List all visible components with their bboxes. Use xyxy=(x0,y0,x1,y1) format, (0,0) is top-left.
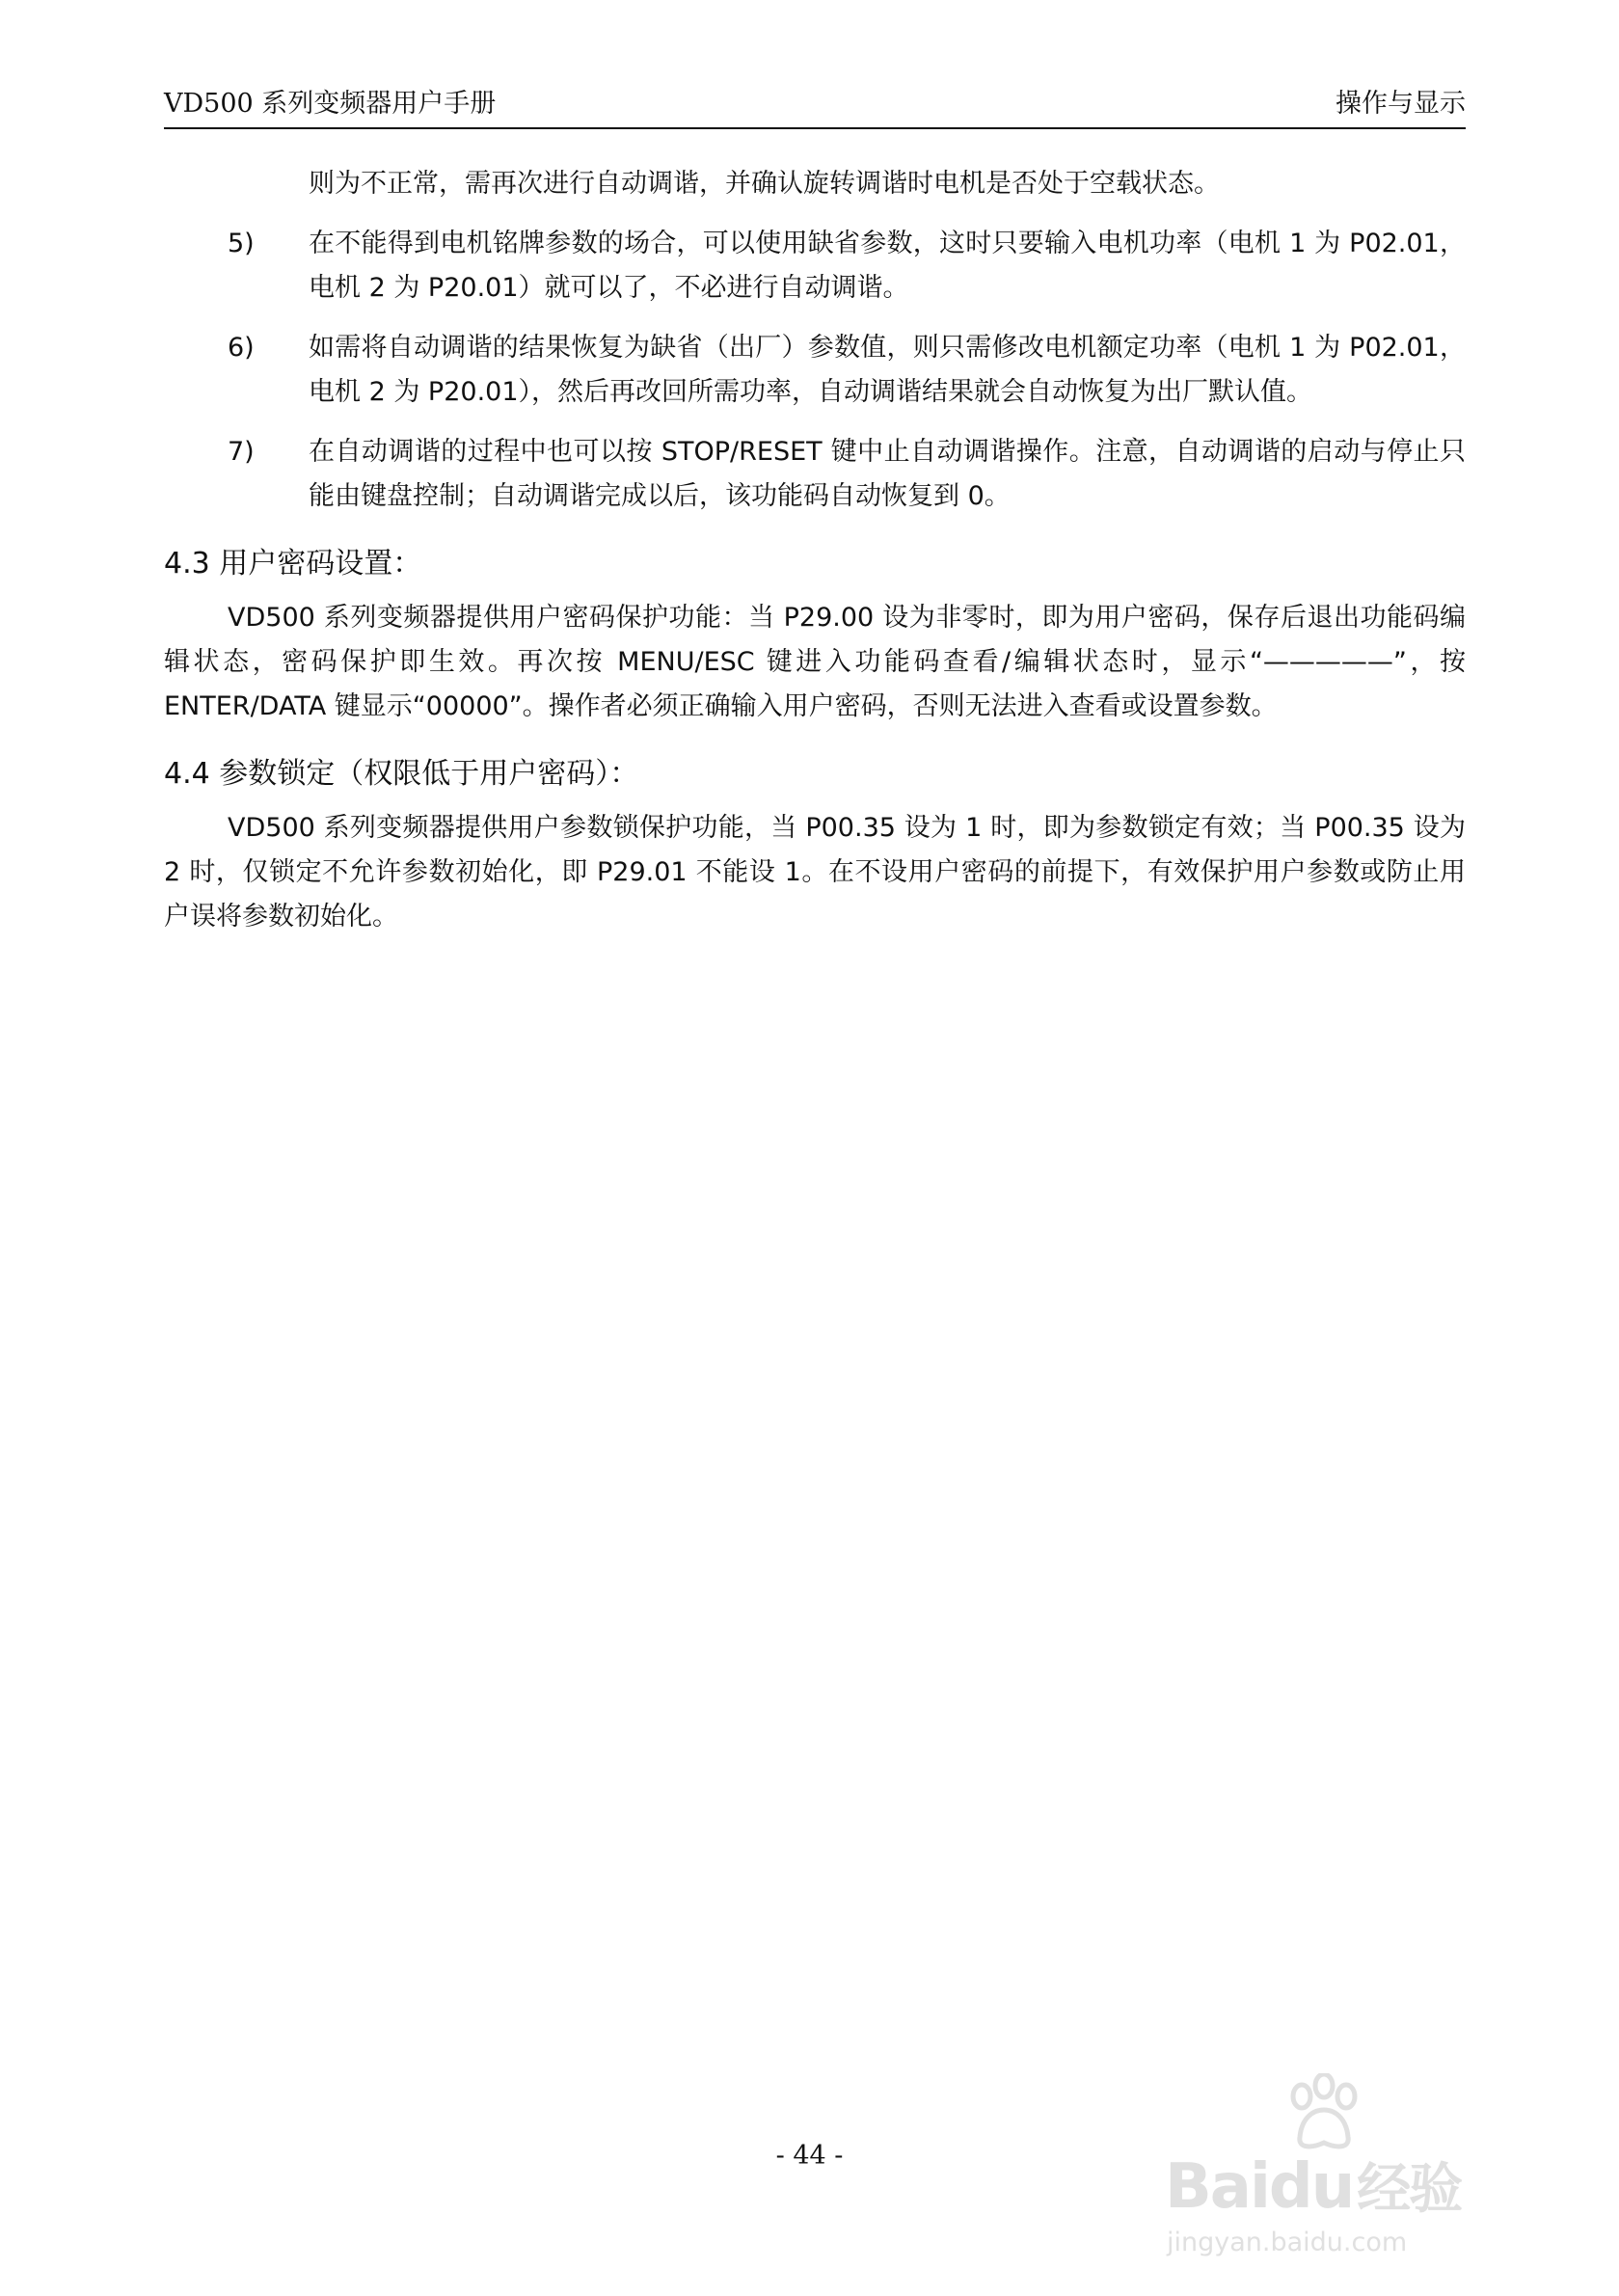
watermark-url: jingyan.baidu.com xyxy=(1167,2228,1408,2257)
page-header xyxy=(164,85,1466,129)
list-item-number: 7) xyxy=(228,437,255,467)
section-body-user-password: VD500 系列变频器提供用户密码保护功能：当 P29.00 设为非零时，即为用户密码，保存后退出功能码编辑状态，密码保护即生效。再次按 MENU/ESC 键进入功能码查看/编辑状态时，显示“—————”，按 ENTER/DATA 键显示“00000”。操作者必须正确输入用户密码，否则无法进入查看或设置参数。 xyxy=(164,603,1466,721)
list-item-text: 在不能得到电机铭牌参数的场合，可以使用缺省参数，这时只要输入电机功率（电机 1 为 P02.01，电机 2 为 P20.01）就可以了，不必进行自动调谐。 xyxy=(309,229,1466,303)
page-number: - 44 - xyxy=(775,2141,844,2171)
baidu-jingyan-watermark xyxy=(1146,2073,1551,2266)
list-item xyxy=(164,430,1466,519)
chapter-title: 操作与显示 xyxy=(1336,89,1466,119)
watermark-brand-du: du xyxy=(1268,2151,1354,2223)
section-heading-user-password: 4.3 用户密码设置： xyxy=(164,547,422,581)
paw-logo-icon xyxy=(1281,2073,1367,2152)
page-content xyxy=(164,162,1466,939)
watermark-brand xyxy=(1165,2147,1461,2224)
watermark-brand-jingyan: 经验 xyxy=(1357,2158,1462,2221)
list-item-number: 6) xyxy=(228,333,255,363)
watermark-brand-bai: Bai xyxy=(1165,2151,1269,2223)
continuation-text: 则为不正常，需再次进行自动调谐，并确认旋转调谐时电机是否处于空载状态。 xyxy=(309,169,1220,199)
section-body-parameter-lock: VD500 系列变频器提供用户参数锁保护功能，当 P00.35 设为 1 时，即为参数锁定有效；当 P00.35 设为 2 时，仅锁定不允许参数初始化，即 P29.01 不能设 1。在不设用户密码的前提下，有效保护用户参数或防止用户误将参数初始化。 xyxy=(164,813,1466,932)
list-item-text: 如需将自动调谐的结果恢复为缺省（出厂）参数值，则只需修改电机额定功率（电机 1 为 P02.01，电机 2 为 P20.01），然后再改回所需功率，自动调谐结果就会自动恢复为出厂默认值。 xyxy=(309,333,1466,407)
list-item-text: 在自动调谐的过程中也可以按 STOP/RESET 键中止自动调谐操作。注意，自动调谐的启动与停止只能由键盘控制；自动调谐完成以后，该功能码自动恢复到 0。 xyxy=(309,437,1466,511)
list-item xyxy=(164,326,1466,415)
list-item xyxy=(164,222,1466,311)
section-heading-parameter-lock: 4.4 参数锁定（权限低于用户密码）： xyxy=(164,757,639,791)
manual-title: VD500 系列变频器用户手册 xyxy=(164,89,497,119)
list-item-number: 5) xyxy=(228,229,255,258)
